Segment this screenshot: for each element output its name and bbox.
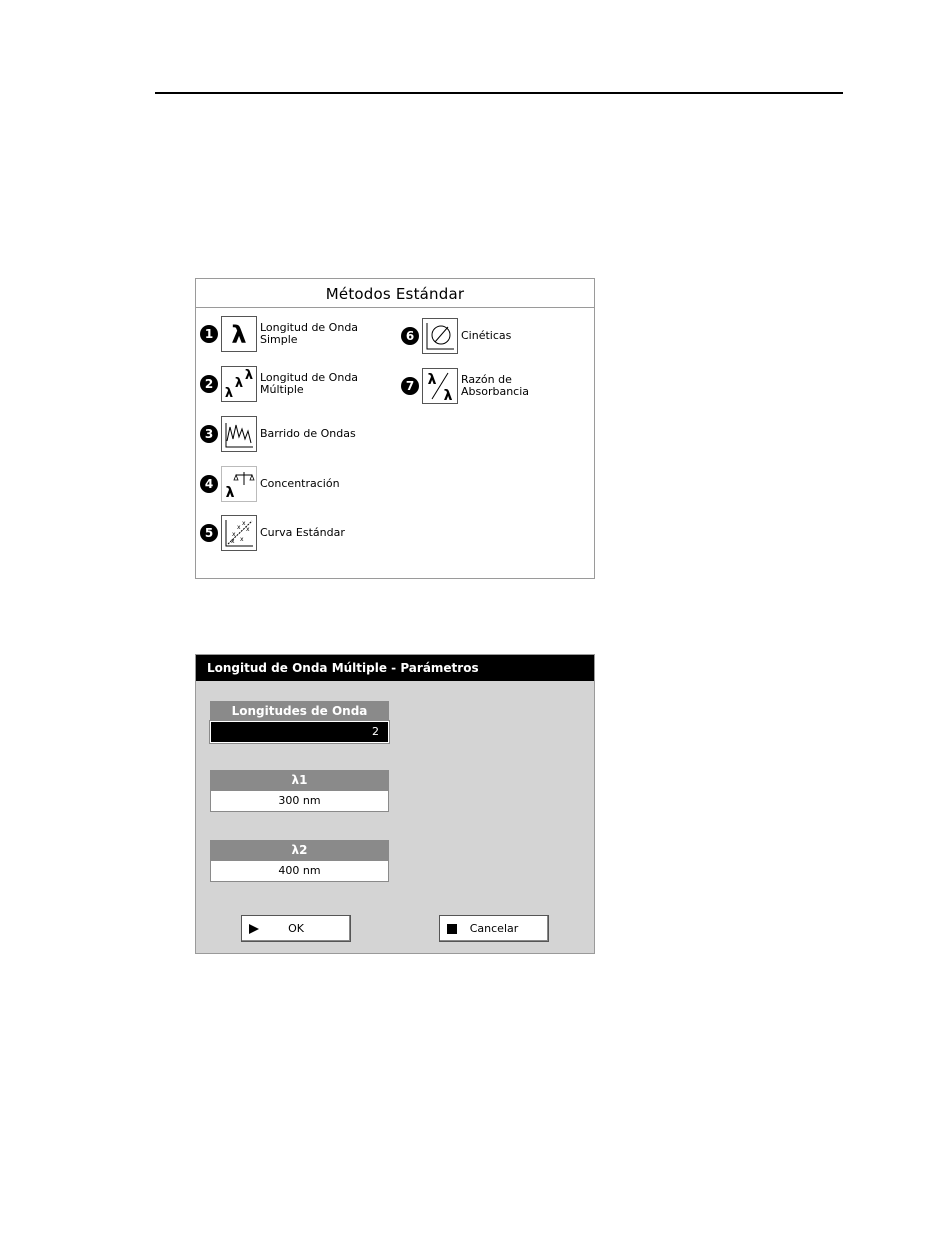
method-label: Barrido de Ondas (260, 427, 356, 440)
standard-methods-panel (195, 278, 595, 579)
svg-text:λ: λ (231, 321, 247, 349)
method-absorbance-ratio[interactable] (401, 368, 529, 404)
ok-button[interactable] (241, 915, 351, 942)
lambda-icon (221, 316, 257, 352)
number-badge: 5 (200, 524, 218, 542)
svg-text:λ: λ (225, 485, 235, 501)
field-label: λ1 (210, 770, 389, 790)
wave-scan-icon (221, 416, 257, 452)
method-label: Longitud de Onda Múltiple (260, 371, 359, 396)
wavelength-count-input[interactable]: 2 (210, 721, 389, 743)
number-badge: 2 (200, 375, 218, 393)
lambda1-input[interactable]: 300 nm (210, 790, 389, 812)
lambda2-field[interactable] (210, 840, 389, 882)
svg-text:λ: λ (234, 376, 244, 391)
kinetics-icon (422, 318, 458, 354)
svg-text:x: x (242, 520, 246, 527)
svg-text:λ: λ (427, 372, 437, 388)
ratio-icon (422, 368, 458, 404)
play-icon (242, 923, 266, 935)
number-badge: 4 (200, 475, 218, 493)
number-badge: 7 (401, 377, 419, 395)
method-concentration[interactable] (200, 466, 340, 502)
number-badge: 1 (200, 325, 218, 343)
method-label: Razón de Absorbancia (461, 373, 530, 398)
number-badge: 3 (200, 425, 218, 443)
method-kinetics[interactable] (401, 318, 511, 354)
stop-icon (440, 924, 464, 934)
svg-text:x: x (232, 531, 236, 538)
wavelength-count-field[interactable] (210, 701, 389, 743)
number-badge: 6 (401, 327, 419, 345)
method-standard-curve[interactable] (200, 515, 345, 551)
cancel-label: Cancelar (469, 922, 519, 935)
svg-text:λ: λ (224, 386, 234, 401)
multi-lambda-icon (221, 366, 257, 402)
balance-lambda-icon (221, 466, 257, 502)
standard-curve-icon (221, 515, 257, 551)
top-rule (155, 92, 843, 94)
method-label: Cinéticas (461, 329, 512, 342)
svg-text:λ: λ (244, 368, 254, 383)
svg-text:x: x (240, 536, 244, 543)
svg-text:x: x (231, 538, 235, 545)
ok-label: OK (288, 922, 304, 935)
panel-title: Métodos Estándar (196, 279, 594, 308)
method-single-wavelength[interactable] (200, 316, 358, 352)
dialog-title: Longitud de Onda Múltiple - Parámetros (196, 655, 594, 681)
cancel-button[interactable] (439, 915, 549, 942)
lambda1-field[interactable] (210, 770, 389, 812)
svg-text:λ: λ (443, 388, 453, 403)
svg-text:x: x (237, 524, 241, 531)
field-label: Longitudes de Onda (210, 701, 389, 721)
method-wave-scan[interactable] (200, 416, 356, 452)
lambda2-input[interactable]: 400 nm (210, 860, 389, 882)
method-label: Longitud de Onda Simple (260, 321, 359, 346)
method-label: Curva Estándar (260, 526, 345, 539)
method-multi-wavelength[interactable] (200, 366, 358, 402)
method-label: Concentración (260, 477, 340, 490)
field-label: λ2 (210, 840, 389, 860)
svg-text:x: x (246, 526, 250, 533)
parameters-dialog (195, 654, 595, 954)
